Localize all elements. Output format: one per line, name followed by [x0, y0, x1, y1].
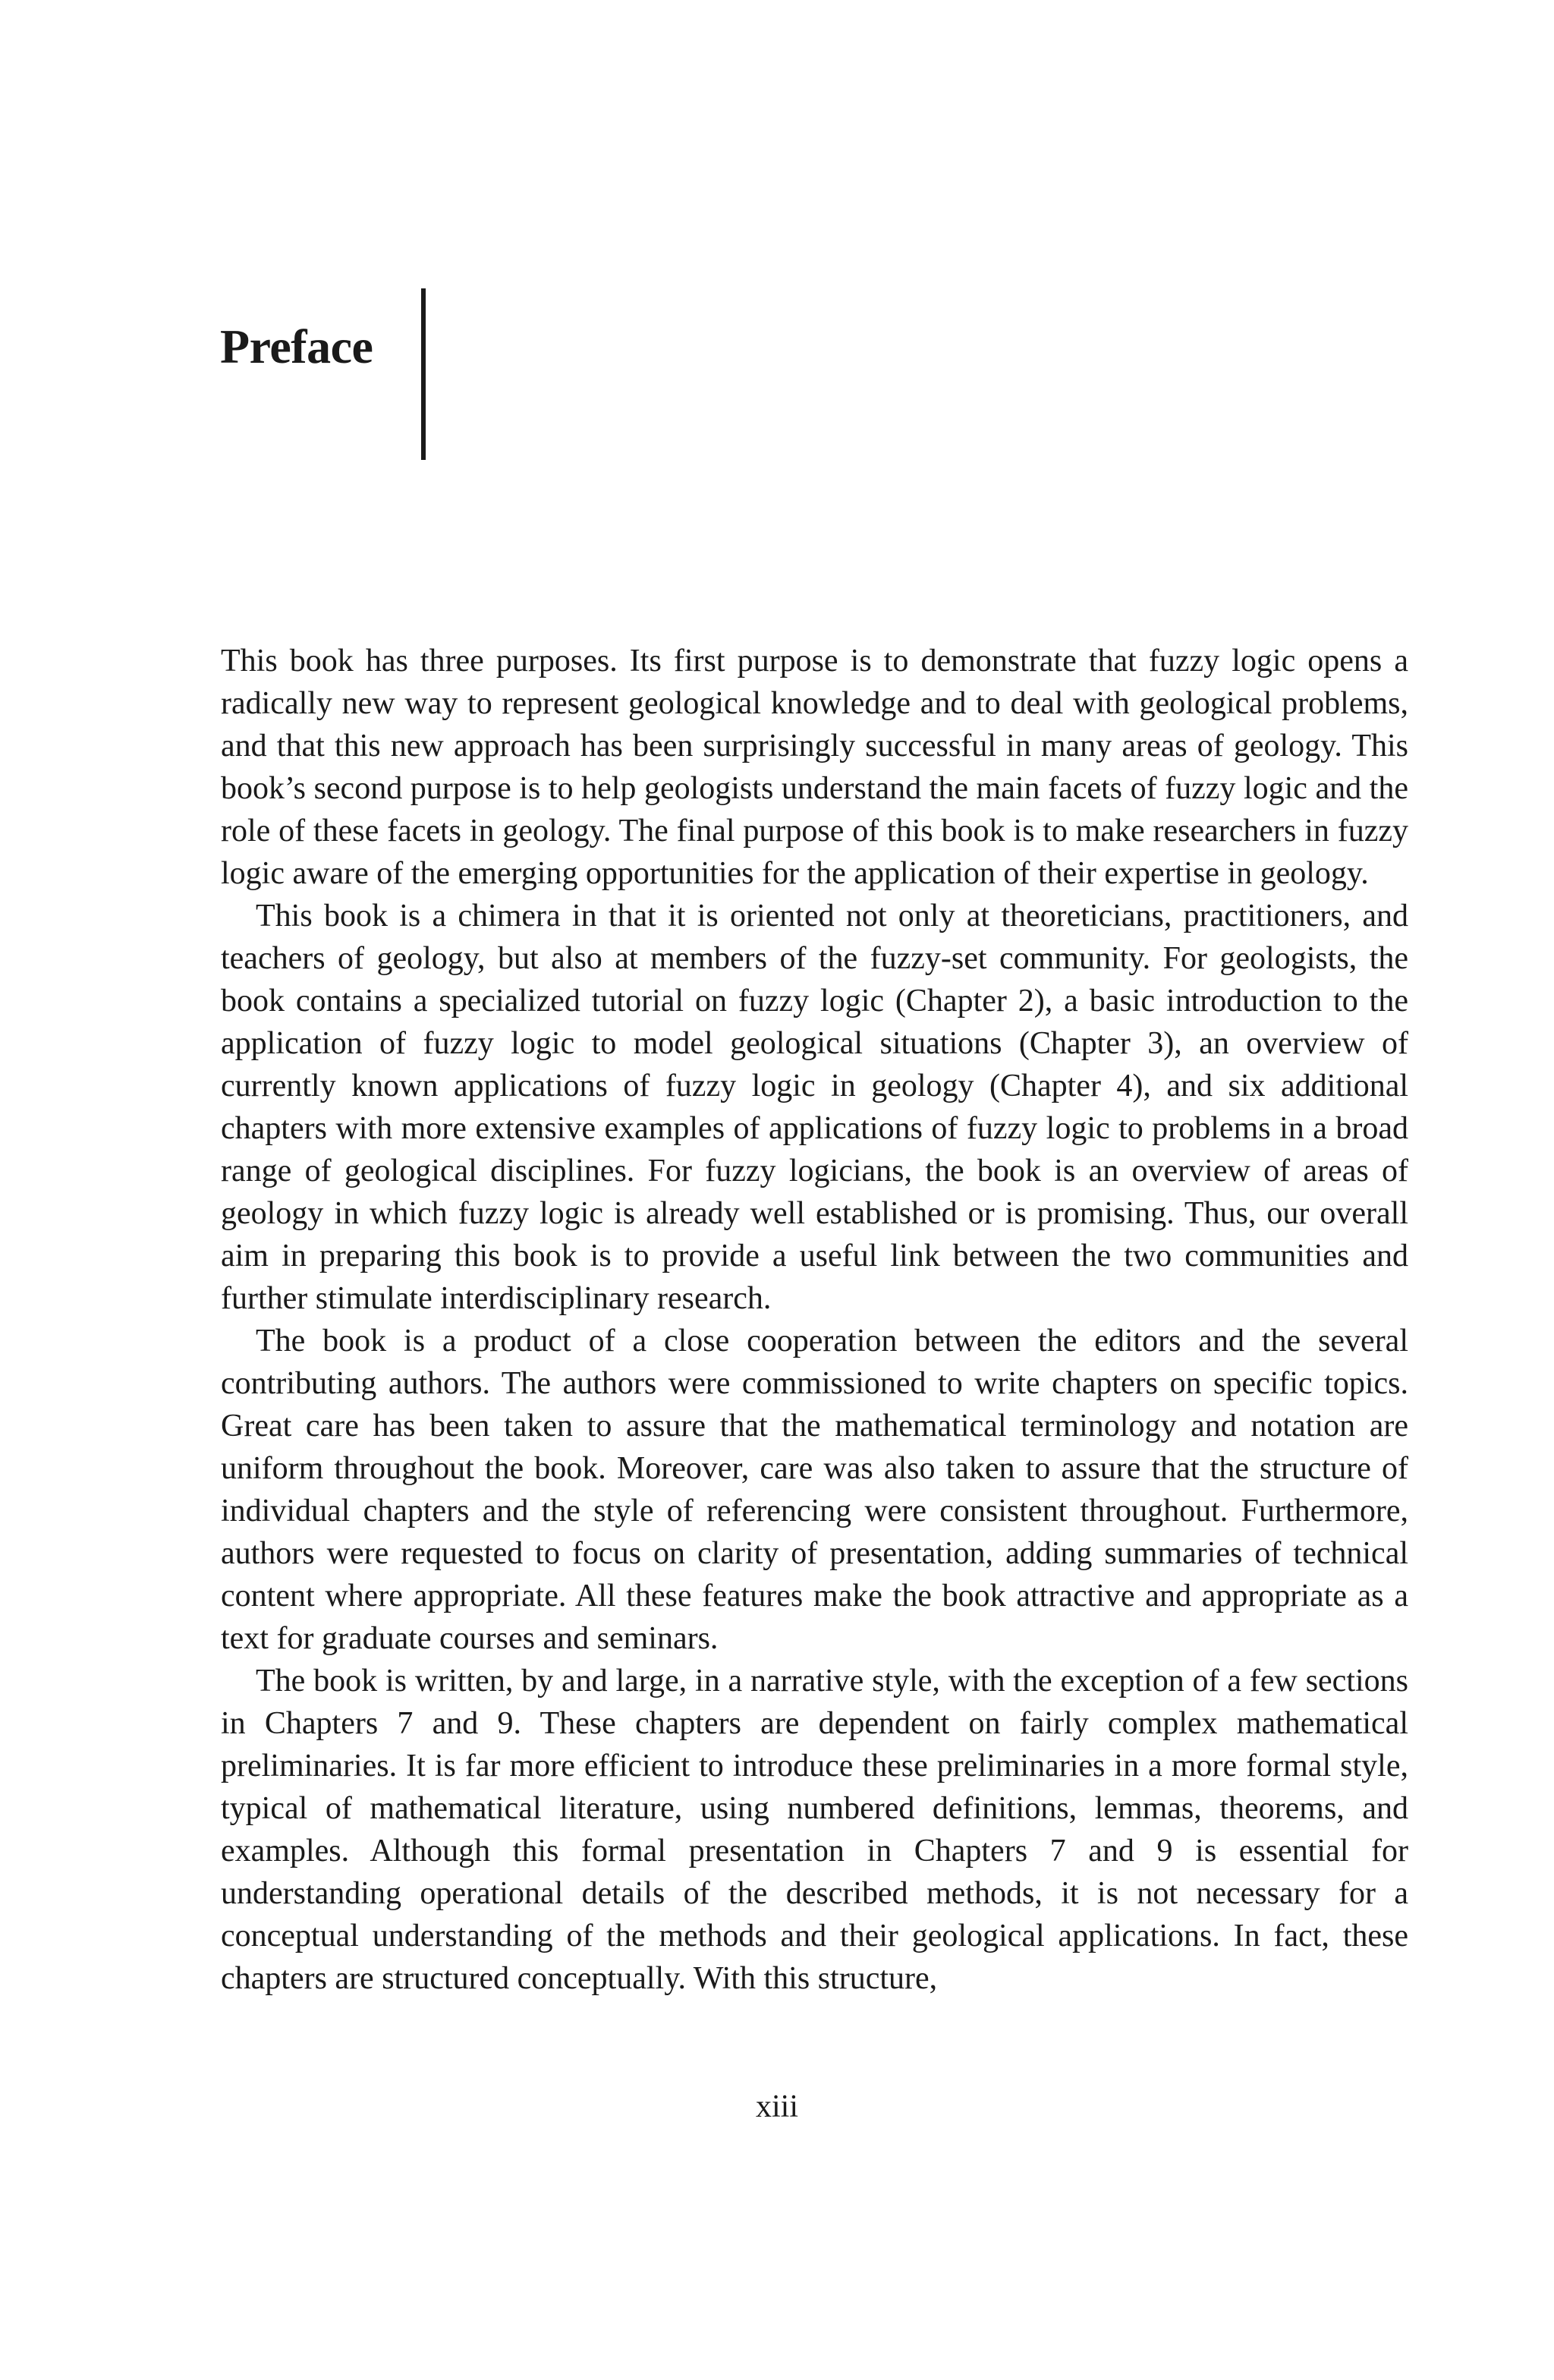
paragraph-1: This book has three purposes. Its first purpose is to demonstrate that fuzzy logic opens a radically new way to represent geological knowledge and to deal with geological problems, and that this new approach has been surprisingly successful in many areas of geology. This book’s second purpose is to help geologists understand the main facets of fuzzy logic and the role of these facets in geology. The final purpose of this book is to make researchers in fuzzy logic aware of the emerging opportunities for the application of their expertise in geology. [221, 644, 1408, 891]
title-vertical-rule [421, 288, 426, 460]
paragraph-2: This book is a chimera in that it is oriented not only at theoreticians, practitioners, and teachers of geology, but also at members of the fuzzy-set community. For geologists, the book contains a specialized tutorial on fuzzy logic (Chapter 2), a basic introduction to the application of fuzzy logic to model geological situations (Chapter 3), an overview of currently known applications of fuzzy logic in geology (Chapter 4), and six additional chapters with more extensive examples of applications of fuzzy logic to problems in a broad range of geological disciplines. For fuzzy logicians, the book is an overview of areas of geology in which fuzzy logic is already well established or is promising. Thus, our overall aim in preparing this book is to provide a useful link between the two communities and further stimulate interdisciplinary research. [221, 899, 1408, 1316]
paragraph-4: The book is written, by and large, in a narrative style, with the exception of a few sections in Chapters 7 and 9. These chapters are dependent on fairly complex mathematical preliminaries. It is far more efficient to introduce these preliminaries in a more formal style, typical of mathematical literature, using numbered definitions, lemmas, theorems, and examples. Although this formal presentation in Chapters 7 and 9 is essential for understanding operational details of the described methods, it is not necessary for a conceptual understanding of the methods and their geological applications. In fact, these chapters are structured conceptually. With this structure, [221, 1664, 1408, 1996]
page-number: xiii [755, 2089, 798, 2124]
body-text [221, 640, 1408, 2000]
paragraph-3: The book is a product of a close cooperation between the editors and the several contributing authors. The authors were commissioned to write chapters on specific topics. Great care has been taken to assure that the mathematical terminology and notation are uniform throughout the book. Moreover, care was also taken to assure that the structure of individual chapters and the style of referencing were consistent throughout. Furthermore, authors were requested to focus on clarity of presentation, adding summaries of technical content where appropriate. All these features make the book attractive and appropriate as a text for graduate courses and seminars. [221, 1324, 1408, 1656]
page-title: Preface [220, 320, 373, 373]
